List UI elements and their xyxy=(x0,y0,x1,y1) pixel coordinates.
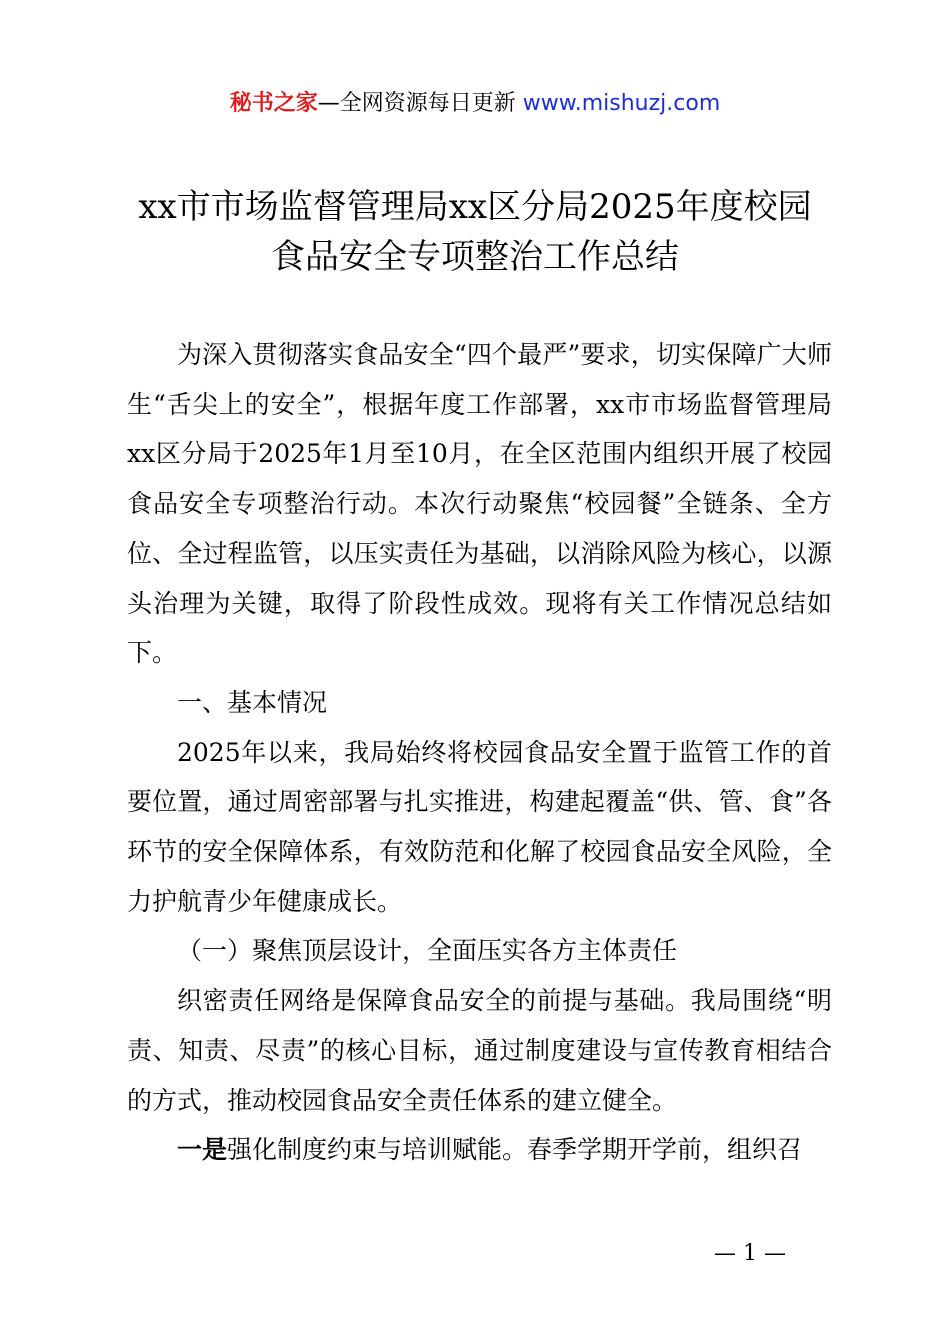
top-level-design-paragraph: 织密责任网络是保障食品安全的前提与基础。我局围绕“明责、知责、尽责”的核心目标，通过制度建设与宣传教育相结合的方式，推动校园食品安全责任体系的建立健全。 xyxy=(127,986,832,1115)
page-number: — 1 — xyxy=(714,1241,786,1266)
point-one-paragraph xyxy=(127,1125,832,1175)
point-one-text: 强化制度约束与培训赋能。春季学期开学前，组织召 xyxy=(227,1135,803,1165)
document-title xyxy=(100,182,850,282)
point-one-label: 一是 xyxy=(177,1135,228,1165)
site-banner xyxy=(0,86,950,122)
banner-tagline: —全网资源每日更新 xyxy=(317,91,523,116)
basic-situation-paragraph: 2025年以来，我局始终将校园食品安全置于监管工作的首要位置，通过周密部署与扎实推进，构建起覆盖“供、管、食”各环节的安全保障体系，有效防范和化解了校园食品安全风险，全力护航青少年健康成长。 xyxy=(127,737,832,916)
banner-brand: 秘书之家 xyxy=(229,91,318,116)
document-title-line-2: 食品安全专项整治工作总结 xyxy=(271,237,679,277)
intro-paragraph: 为深入贯彻落实食品安全“四个最严”要求，切实保障广大师生“舌尖上的安全”，根据年度工作部署，xx市市场监督管理局xx区分局于2025年1月至10月，在全区范围内组织开展了校园食品安全专项整治行动。本次行动聚焦“校园餐”全链条、全方位、全过程监管，以压实责任为基础，以消除风险为核心，以源头治理为关键，取得了阶段性成效。现将有关工作情况总结如下。 xyxy=(127,340,832,668)
banner-url-link[interactable]: www.mishuzj.com xyxy=(522,91,721,116)
section-heading-basic-situation: 一、基本情况 xyxy=(177,687,328,717)
document-body xyxy=(127,330,832,1175)
subsection-heading-top-level-design: （一）聚焦顶层设计，全面压实各方主体责任 xyxy=(177,936,678,966)
document-title-line-1: xx市市场监督管理局xx区分局2025年度校园 xyxy=(138,187,812,227)
